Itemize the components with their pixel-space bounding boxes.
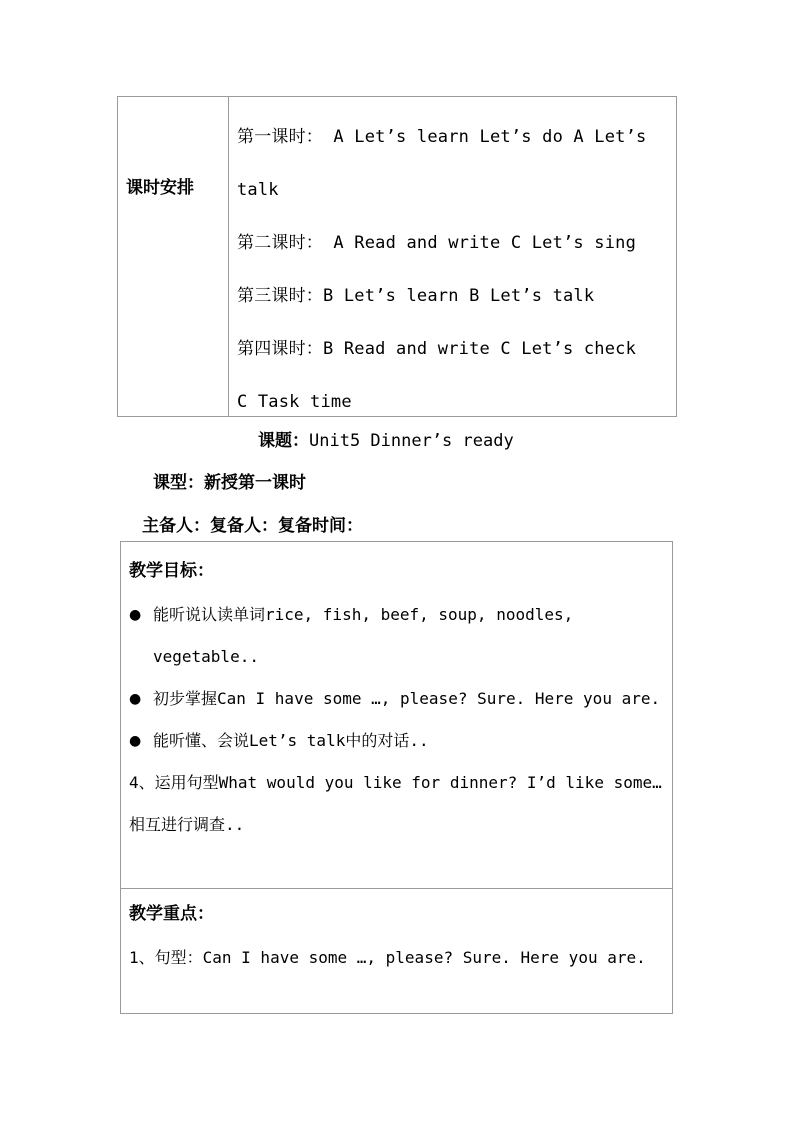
bullet-icon: ● [129,691,142,707]
list-item [129,678,666,720]
schedule-line: 第四课时：B Read and write C Let’s check [237,339,637,359]
lesson-type: 课型：新授第一课时 [153,473,306,493]
lesson-title-value: Unit5 Dinner’s ready [309,431,514,451]
objective-text: 能听说认读单词rice, fish, beef, soup, noodles, vegetable.. [153,605,574,666]
objectives-cell [121,542,672,889]
keypoint-item-1: 1、句型：Can I have some …, please? Sure. Here you are. [129,948,646,967]
objective-text: 能听懂、会说Let’s talk中的对话.. [153,731,429,750]
objective-text: 初步掌握Can I have some …, please? Sure. Here you are. [153,689,661,708]
schedule-header: 课时安排 [126,178,194,198]
bullet-icon: ● [129,733,142,749]
lesson-preparers: 主备人：复备人：复备时间： [142,516,363,536]
list-item [129,594,666,678]
lesson-title [258,426,514,451]
keypoints-title: 教学重点： [129,904,214,924]
list-item [129,720,666,762]
keypoints-cell [121,889,672,979]
objectives-table [120,541,673,1014]
lesson-title-label: 课题： [258,431,309,451]
schedule-line: 第一课时： A Let’s learn Let’s do A Let’s [237,127,647,147]
objective-item-4: 4、运用句型What would you like for dinner? I’d like some…相互进行调查.. [129,773,662,834]
objectives-title: 教学目标： [129,561,214,581]
schedule-line: C Task time [237,392,352,412]
schedule-table [117,96,677,417]
schedule-header-cell [118,97,229,416]
schedule-line: 第二课时： A Read and write C Let’s sing [237,233,637,253]
schedule-line: talk [237,180,279,200]
schedule-content-cell [229,97,676,416]
bullet-icon: ● [129,607,142,623]
schedule-line: 第三课时：B Let’s learn B Let’s talk [237,286,595,306]
